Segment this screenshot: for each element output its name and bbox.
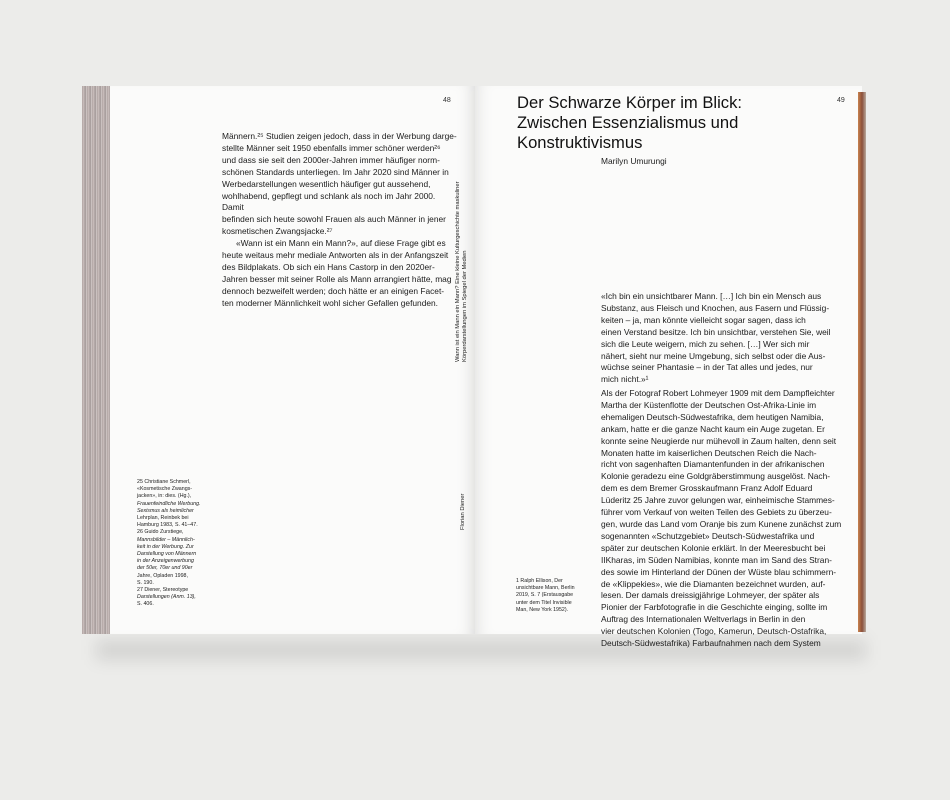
text-line: später zur deutschen Kolonie erklärt. In der Meeresbucht bei xyxy=(601,542,826,553)
text-line: ankam, hatte er die ganze Nacht kaum ein Auge zugetan. Er xyxy=(601,423,825,434)
text-line: stellte Männer seit 1950 ebenfalls immer schöner werden²⁶ xyxy=(222,142,441,153)
footnote-line: Frauenfeindliche Werbung. xyxy=(137,500,201,507)
footnote-line: unsichtbare Mann, Berlin xyxy=(516,585,575,592)
right-page-edge xyxy=(858,92,866,632)
title-line: Zwischen Essenzialismus und xyxy=(517,112,739,132)
text-line: befinden sich heute sowohl Frauen als auch Männer in jener xyxy=(222,214,446,225)
left-footnotes xyxy=(137,479,227,609)
footnote-line: Jahre, Opladen 1998, xyxy=(137,572,188,579)
text-line: ten moderner Männlichkeit wohl sicher Gefallen gefunden. xyxy=(222,297,439,308)
text-line: Pionier der Farbfotografie in die Geschichte einging, sollte im xyxy=(601,602,828,613)
footnote-line: 25 Christiane Schmerl, xyxy=(137,479,191,485)
footnote-line: in der Anzeigenwerbung xyxy=(137,558,194,565)
right-body-text xyxy=(601,388,849,650)
chapter-title xyxy=(517,93,847,152)
footnote-line: Lehrplan, Reinbek bei xyxy=(137,515,189,522)
text-line: führer vom Verkauf von weiten Teilen des Gebiets zu überzeu- xyxy=(601,507,832,518)
text-line: Lüderitz 25 Jahre zuvor gelungen war, einheimische Stammes- xyxy=(601,495,835,506)
epigraph-quote xyxy=(601,291,849,386)
footnote-line: S. 406. xyxy=(137,601,154,608)
footnote-line: unter dem Titel Invisible xyxy=(516,599,572,606)
chapter-author: Marilyn Umurungi xyxy=(601,156,667,166)
text-line: Substanz, aus Fleisch und Knochen, aus Fasern und Flüssig- xyxy=(601,302,830,313)
text-line: kosmetischen Zwangsjacke.²⁷ xyxy=(222,226,333,237)
text-line: sogenannten «Schutzgebiet» Deutsch-Südwestafrika und xyxy=(601,530,815,541)
left-page-number: 48 xyxy=(443,97,451,104)
text-line: IIKharas, im Süden Namibias, konnte man im Sand des Stran- xyxy=(601,554,832,565)
right-footnotes xyxy=(516,578,596,614)
author-running-head: Florian Diener xyxy=(460,493,466,530)
running-head-line-1: Wann ist ein Mann ein Mann? Eine kleine Kulturgeschichte maskuliner xyxy=(455,181,461,362)
text-line: nähert, sieht nur meine Umgebung, sich selbst oder die Aus- xyxy=(601,350,826,361)
text-line: wüchse seiner Phantasie – in der Tat alles und jedes, nur xyxy=(601,362,813,373)
footnote-line: jacken», in: dies. (Hg.), xyxy=(137,493,192,500)
text-line: Auftrag des Internationalen Weltverlags in Berlin in den xyxy=(601,614,806,625)
text-line: Monaten hatte im kaiserlichen Deutschen Reich die Nach- xyxy=(601,447,817,458)
text-line: Als der Fotograf Robert Lohmeyer 1909 mit dem Dampfleichter xyxy=(601,388,835,398)
text-line: Männern.²⁵ Studien zeigen jedoch, dass in der Werbung darge- xyxy=(222,131,457,141)
footnote-line: der 50er, 70er und 90er xyxy=(137,565,193,572)
footnote-line: keit in der Werbung. Zur xyxy=(137,543,194,550)
text-line: heute weitaus mehr mediale Antworten als in der Anfangszeit xyxy=(222,250,449,261)
footnote-line: S. 190. xyxy=(137,579,154,586)
text-line: Jahren besser mit seiner Rolle als Mann arrangiert hätte, mag xyxy=(222,273,452,284)
text-line: und dass sie seit den 2000er-Jahren immer häufiger norm- xyxy=(222,154,440,165)
footnote-line: 26 Guido Zurstiege, xyxy=(137,529,184,536)
running-head xyxy=(455,150,469,362)
footnote-line: «Kosmetische Zwangs- xyxy=(137,486,193,493)
text-line: schönen Standards unterliegen. Im Jahr 2020 sind Männer in xyxy=(222,166,449,177)
text-line: de «Klippekies», wie die Diamanten bezeichnet wurden, auf- xyxy=(601,578,826,589)
left-page-edge xyxy=(82,86,110,634)
text-line: vier deutschen Kolonien (Togo, Kamerun, Deutsch-Ostafrika, xyxy=(601,626,827,637)
text-line: mich nicht.»¹ xyxy=(601,374,649,385)
text-line: dem es dem Bremer Grosskaufmann Franz Adolf Eduard xyxy=(601,483,813,494)
text-line: richt von sagenhaften Diamantenfunden in der afrikanischen xyxy=(601,459,825,470)
text-line: konnte seine Neugierde nur mühevoll in Zaum halten, denn seit xyxy=(601,435,837,446)
text-line: einen Verstand besitze. Ich bin unsichtbar, verstehen Sie, weil xyxy=(601,326,831,337)
running-head-line-2: Körperdarstellungen im Spiegel der Medien xyxy=(462,250,468,362)
text-line: Martha der Küstenflotte der Deutschen Ost-Afrika-Linie im xyxy=(601,399,817,410)
footnote-line: 27 Diener, Stereotype xyxy=(137,587,189,594)
footnote-line: Hamburg 1983, S. 41–47. xyxy=(137,522,198,529)
text-line: Kolonie geradezu eine Goldgräberstimmung ausgelöst. Nach- xyxy=(601,471,831,482)
text-line: «Wann ist ein Mann ein Mann?», auf diese Frage gibt es xyxy=(236,238,446,249)
right-page-number: 49 xyxy=(837,97,845,104)
footnote-line: Darstellung von Männern xyxy=(137,551,197,558)
text-line: sich die Leute weigern, mich zu sehen. […] Wer sich mir xyxy=(601,338,810,349)
footnote-line: 2019, S. 7 (Erstausgabe xyxy=(516,592,574,599)
title-line: Der Schwarze Körper im Blick: xyxy=(517,93,742,112)
text-line: lesen. Der damals dreissigjährige Lohmeyer, der später als xyxy=(601,590,820,601)
footnote-line: Sexismus als heimlicher xyxy=(137,507,194,514)
footnote-line: Man, New York 1952). xyxy=(516,606,569,613)
text-line: «Ich bin ein unsichtbarer Mann. […] Ich bin ein Mensch aus xyxy=(601,291,822,301)
text-line: Werbedarstellungen wesentlich häufiger gut aussehend, xyxy=(222,178,431,189)
text-line: wohlhabend, gepflegt und schlank als noch im Jahr 2000. Damit xyxy=(222,190,436,213)
title-line: Konstruktivismus xyxy=(517,132,643,152)
footnote-line: 1 Ralph Ellison, Der xyxy=(516,578,563,584)
text-line: des sowie im Hinterland der Dünen der Wüste blau schimmern- xyxy=(601,566,837,577)
footnote-line: Mannsbilder – Männlich- xyxy=(137,536,195,543)
left-body-text xyxy=(222,131,458,310)
footnote-line: Darstellungen (Anm. 13), xyxy=(137,594,196,601)
text-line: Deutsch-Südwestafrika) Farbaufnahmen nach dem System xyxy=(601,638,821,649)
text-line: keiten – ja, man könnte vielleicht sogar sagen, dass ich xyxy=(601,314,806,325)
text-line: dennoch bezweifelt werden; doch hätte er an einigen Facet- xyxy=(222,285,445,296)
text-line: ehemaligen Deutsch-Südwestafrika, dem heutigen Namibia, xyxy=(601,411,824,422)
text-line: des Bildplakats. Ob sich ein Hans Castorp in den 2020er- xyxy=(222,261,435,272)
text-line: gen, wurde das Land vom Oranje bis zum Kunene zunächst zum xyxy=(601,518,842,529)
